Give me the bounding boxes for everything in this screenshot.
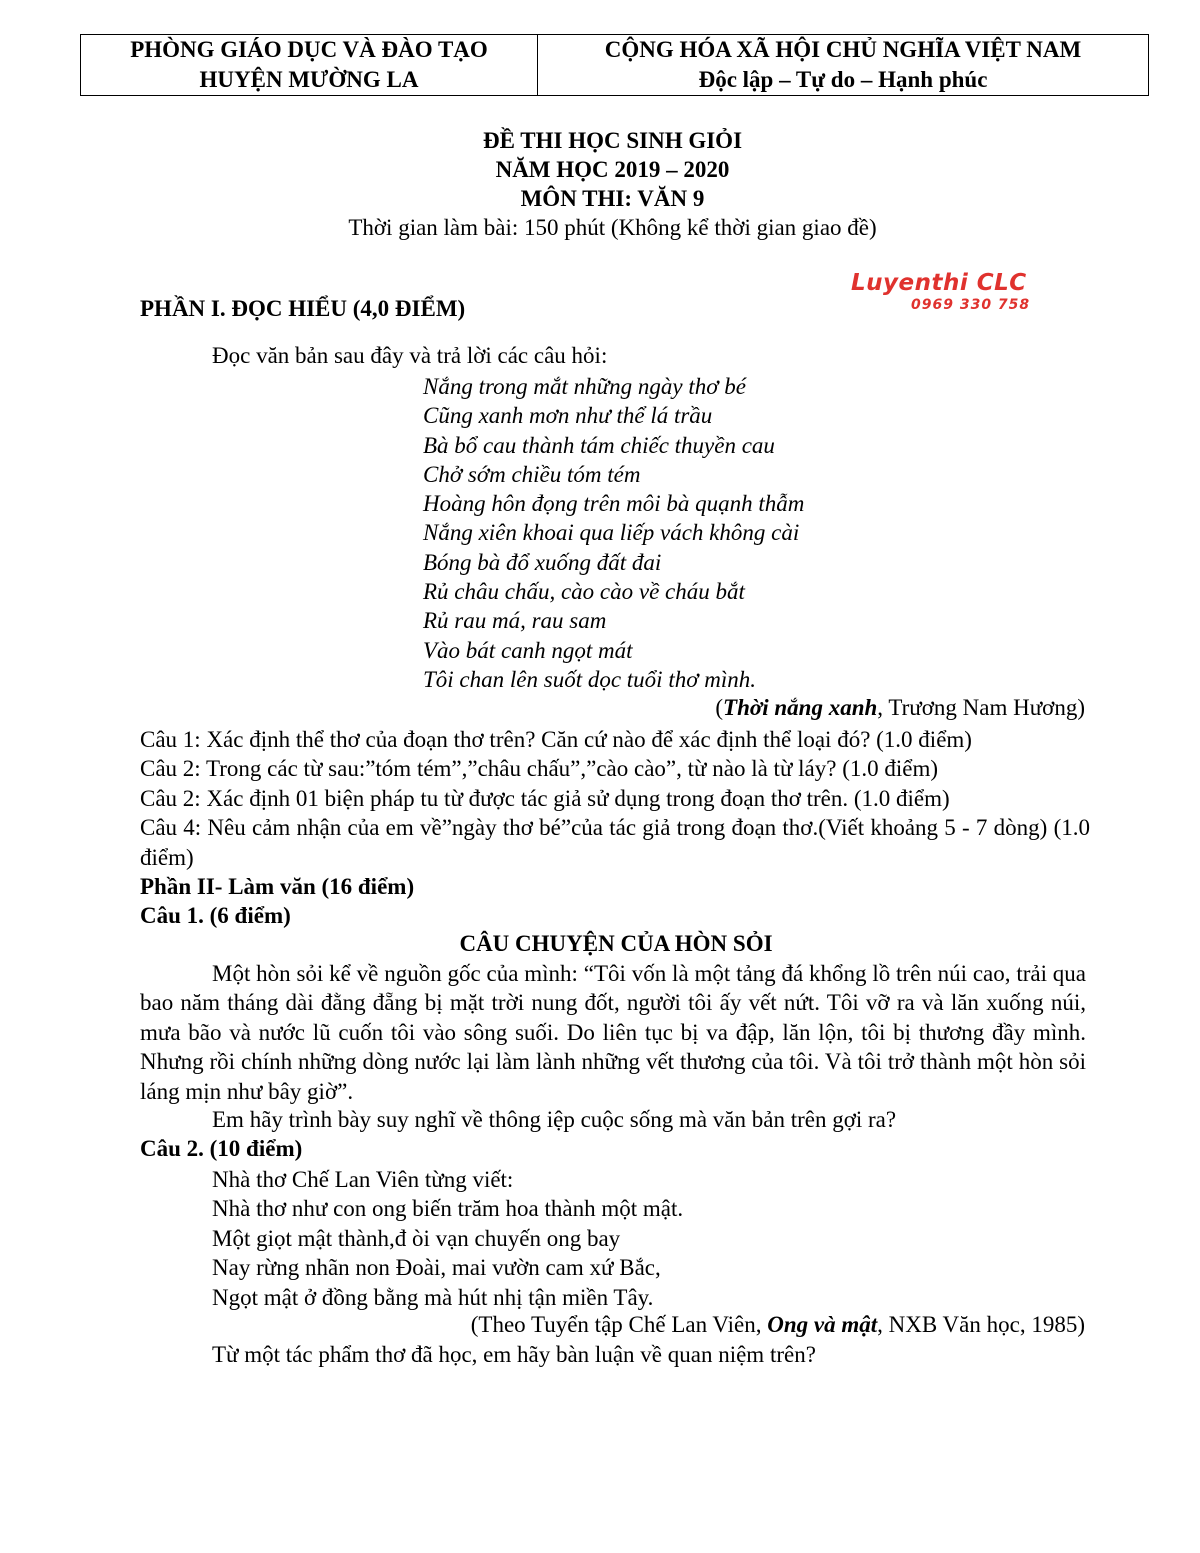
poem-source-title: Thời nắng xanh	[723, 695, 878, 720]
quote-line: Ngọt mật ở đồng bằng mà hút nhị tận miền Tây.	[212, 1284, 654, 1310]
part2-question2-heading: Câu 2. (10 điểm)	[140, 1136, 303, 1161]
school-year: NĂM HỌC 2019 – 2020	[495, 157, 730, 182]
part2-heading: Phần II- Làm văn (16 điểm)	[140, 874, 415, 900]
part1-instruction: Đọc văn bản sau đây và trả lời các câu hỏi:	[212, 343, 608, 368]
poem-line: Bóng bà đổ xuống đất đai	[423, 549, 662, 575]
poem-source-author: , Trương Nam Hương)	[877, 695, 1085, 720]
question-4: Câu 4: Nêu cảm nhận của em về”ngày thơ bé”của tác giả trong đoạn thơ.(Viết khoảng 5 - 7 dòng) (1.0 điểm)	[140, 815, 1090, 870]
country-name: CỘNG HÓA XÃ HỘI CHỦ NGHĨA VIỆT NAM	[604, 37, 1082, 62]
poem-source	[715, 695, 1085, 721]
question-1: Câu 1: Xác định thể thơ của đoạn thơ trên? Căn cứ nào để xác định thể loại đó? (1.0 điểm)	[140, 727, 972, 752]
question2-body	[212, 1165, 683, 1312]
question-3: Câu 2: Xác định 01 biện pháp tu từ được tác giả sử dụng trong đoạn thơ trên. (1.0 điểm)	[140, 785, 950, 811]
header-right	[538, 35, 1148, 95]
time-allowed: Thời gian làm bài: 150 phút (Không kể thời gian giao đề)	[348, 215, 877, 240]
quote-source-post: , NXB Văn học, 1985)	[877, 1312, 1085, 1337]
subject: MÔN THI: VĂN 9	[520, 186, 705, 211]
logo-name: Luyenthi CLC	[851, 270, 1027, 296]
question-2: Câu 2: Trong các từ sau:”tóm tém”,”châu chấu”,”cào cào”, từ nào là từ láy? (1.0 điểm)	[140, 756, 939, 782]
poem-source-open: (	[715, 695, 724, 720]
poem-line: Rủ châu chấu, cào cào về cháu bắt	[423, 579, 745, 605]
poem-line: Nắng trong mắt những ngày thơ bé	[423, 374, 746, 399]
poem-line: Vào bát canh ngọt mát	[423, 637, 633, 663]
poem	[423, 372, 804, 694]
poem-line: Tôi chan lên suốt dọc tuổi thơ mình.	[423, 666, 756, 692]
question2-intro: Nhà thơ Chế Lan Viên từng viết:	[212, 1167, 514, 1192]
poem-line: Bà bổ cau thành tám chiếc thuyền cau	[423, 432, 775, 458]
department-name: PHÒNG GIÁO DỤC VÀ ĐÀO TẠO	[130, 37, 488, 62]
poem-line: Hoàng hôn đọng trên môi bà quạnh thẫm	[423, 491, 805, 517]
part1-questions	[140, 725, 1090, 931]
poem-line: Nắng xiên khoai qua liếp vách không cài	[423, 520, 800, 546]
question1-task: Em hãy trình bày suy nghĩ về thông iệp cuộc sống mà văn bản trên gợi ra?	[212, 1107, 897, 1132]
header-left	[81, 35, 538, 95]
luyenthi-logo	[851, 268, 1081, 318]
district-name: HUYỆN MƯỜNG LA	[199, 67, 419, 92]
part1-heading: PHẦN I. ĐỌC HIỂU (4,0 ĐIỂM)	[140, 296, 466, 321]
header-table	[80, 34, 1149, 96]
part2-question1-heading: Câu 1. (6 điểm)	[140, 903, 291, 929]
quote-line: Nhà thơ như con ong biến trăm hoa thành một mật.	[212, 1196, 684, 1222]
poem-line: Cũng xanh mơn như thể lá trầu	[423, 403, 713, 429]
story-title: CÂU CHUYỆN CỦA HÒN SỎI	[459, 931, 773, 956]
quote-source-pre: (Theo Tuyển tập Chế Lan Viên,	[470, 1312, 768, 1337]
question2-task: Từ một tác phẩm thơ đã học, em hãy bàn luận về quan niệm trên?	[212, 1342, 816, 1367]
exam-title-block	[0, 126, 1200, 242]
quote-line: Một giọt mật thành,đ òi vạn chuyến ong bay	[212, 1225, 621, 1251]
poem-line: Rủ rau má, rau sam	[423, 608, 607, 634]
country-motto: Độc lập – Tự do – Hạnh phúc	[698, 67, 988, 92]
logo-phone: 0969 330 758	[911, 297, 1031, 313]
poem-line: Chở sớm chiều tóm tém	[423, 461, 641, 487]
quote-source-title: Ong và mật	[767, 1312, 878, 1337]
quote-source	[471, 1312, 1085, 1338]
quote-line: Nay rừng nhãn non Đoài, mai vườn cam xứ Bắc,	[212, 1255, 661, 1281]
exam-title: ĐỀ THI HỌC SINH GIỎI	[482, 128, 743, 153]
story-paragraph: Một hòn sỏi kể về nguồn gốc của mình: “Tôi vốn là một tảng đá khổng lồ trên núi cao, trải qua bao năm tháng dài đằng đẵng bị mặt trời nung đốt, người tôi ấy vết nứt. Tôi vỡ ra và lăn xuống núi, mưa bão và nước lũ cuốn tôi vào sông suối. Do liên tục bị va đập, lăn lộn, tôi bị thương đầy mình. Nhưng rồi chính những dòng nước lại làm lành những vết thương của tôi. Và tôi trở thành một hòn sỏi láng mịn như bây giờ”.	[140, 961, 1086, 1104]
